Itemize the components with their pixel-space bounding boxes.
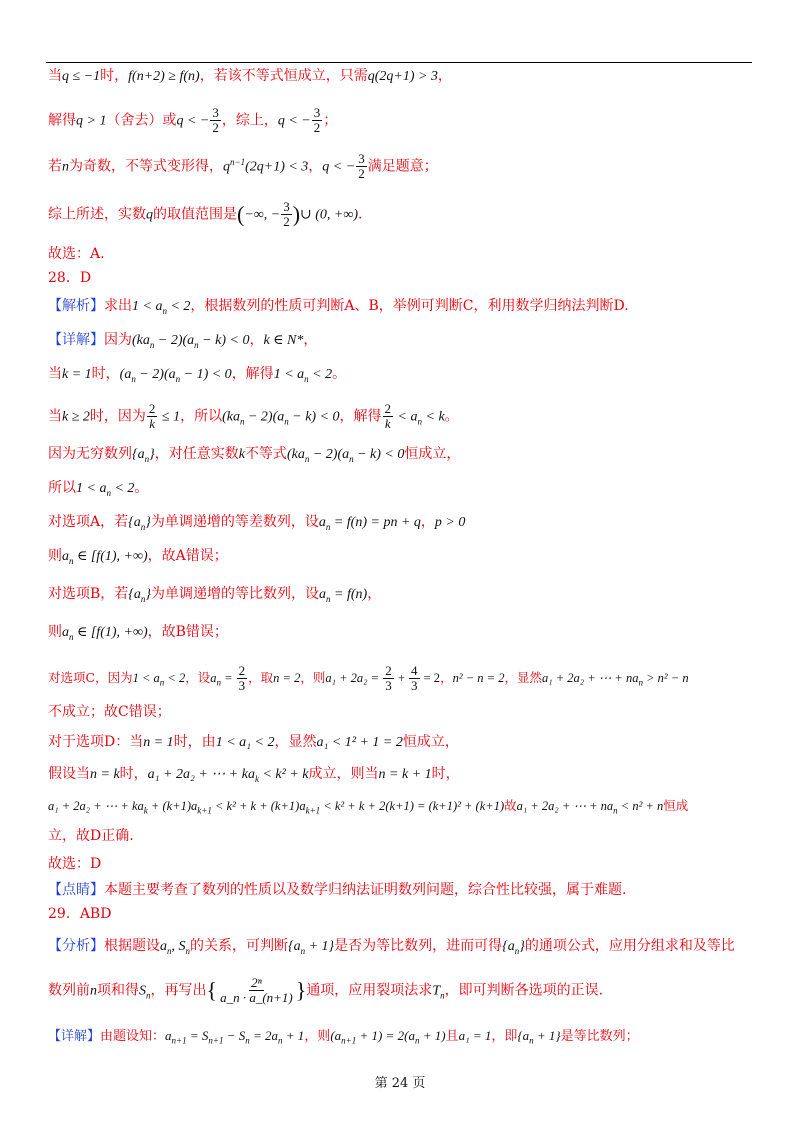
detail-line: 【详解】由题设知：$a_{n+1} = S_{n+1} - S_n = 2a_n + 1$，则$(a_{n+1} + 1) = 2(a_n + 1)$且a₁ = 1，即$\{a_n + 1\}$是等比数列；	[48, 1028, 639, 1046]
header-rule	[46, 62, 752, 63]
solution-line: 不成立；故C错误；	[48, 704, 171, 720]
solution-line: 故选：A.	[48, 246, 105, 262]
fraction: $\frac{2}{3}$	[385, 663, 392, 693]
analysis-tag: 【分析】	[48, 938, 104, 954]
solution-line: 若n为奇数，不等式变形得，$q^{n-1}(2q+1) < 3$，q < − $\frac{3}{2}$ 满足题意；	[48, 151, 438, 182]
page-number: 第 24 页	[374, 1076, 426, 1091]
solution-line: 当q ≤ −1时，f(n+2) ≥ f(n)，若该不等式恒成立，只需q(2q+1) > 3，	[48, 68, 452, 84]
solution-line: 解得q > 1（舍去）或q < − $\frac{3}{2}$ ，综上，q < − $\frac{3}{2}$ ；	[48, 105, 338, 135]
solution-line: 对选项A，若$\{a_n\}$为单调递增的等差数列，设$a_n = f(n)$ = pn + q，p > 0	[48, 514, 466, 532]
fraction: $\frac{2}{k}$	[148, 401, 156, 431]
solution-line: 当k = 1时，$(a_n - 2)(a_n - 1) < 0$，解得$1 < a_n < 2$。	[48, 366, 347, 384]
fraction: $\frac{3}{2}$	[283, 199, 290, 229]
comment-line: 【点睛】本题主要考查了数列的性质以及数学归纳法证明数列问题，综合性比较强，属于难题.	[48, 882, 627, 898]
solution-line: 当k ≥ 2时，因为 $\frac{2}{k}$ ≤ 1，所以$(ka_n - 2)(a_n - k) < 0$，解得 $\frac{2}{k}$ < $a_n < k$。	[48, 401, 459, 431]
solution-line: a₁ + 2a₂ + ⋯ + $ka_k + (k+1)a_{k+1} < k^2 + k + (k+1)a_{k+1} < k^2 + k + 2(k+1) = (k+1)^2 + (k+1)$故a₁ + 2a₂ + ⋯ + $na_n < n^2 + n$恒成	[48, 798, 689, 816]
detail-tag: 【详解】	[48, 1029, 101, 1044]
fraction: $\frac{3}{2}$	[358, 151, 365, 182]
solution-line: 故选：D	[48, 856, 102, 872]
detail-line: 【详解】因为$(ka_n - 2)(a_n - k) < 0$，k ∈ N*，	[48, 332, 318, 350]
fraction: $\frac{3}{2}$	[212, 105, 219, 135]
analysis-tag: 【解析】	[48, 298, 104, 314]
analysis-line: 【分析】根据题设$a_n$, $S_n$的关系，可判断$\{a_n + 1\}$是否为等比数列，进而可得$\{a_n\}$的通项公式，应用分组求和及等比	[48, 938, 735, 956]
answer-heading: 28．D	[48, 270, 92, 286]
fraction: $\frac{2}{k}$	[384, 401, 392, 431]
fraction: $\frac{4}{3}$	[411, 663, 418, 693]
fraction: $\frac{\text{2ⁿ}}{a\_n \cdot a\_(n+1)}$	[220, 975, 293, 1005]
analysis-line: 【解析】求出$1 < a_n < 2$，根据数列的性质可判断A、B，举例可判断C，利用数学归纳法判断D.	[48, 298, 629, 316]
detail-tag: 【详解】	[48, 332, 104, 348]
comment-tag: 【点睛】	[48, 882, 104, 898]
solution-line: 综上所述，实数q的取值范围是(−∞, − $\frac{3}{2}$ )∪ (0, +∞).	[48, 199, 363, 229]
analysis-line: 数列前n项和得$S_n$，再写出{ $\frac{\text{2ⁿ}}{a\_n \cdot a\_(n+1)}$ }通项，应用裂项法求$T_n$，即可判断各选项的正误.	[48, 975, 604, 1005]
solution-line: 假设当n = k时，a₁ + 2a₂ + ⋯ + $ka_k < k^2 + k$成立，则当n = k + 1时，	[48, 766, 460, 784]
solution-line: 对选项B，若$\{a_n\}$为单调递增的等比数列，设$a_n = f(n)$，	[48, 586, 382, 604]
solution-line: 因为无穷数列$\{a_n\}$，对任意实数k不等式$(ka_n - 2)(a_n - k) < 0$恒成立，	[48, 446, 461, 464]
fraction: $\frac{2}{3}$	[238, 663, 246, 693]
solution-line: 则$a_n$ ∈ [f(1), +∞)，故B错误；	[48, 624, 228, 642]
solution-line: 所以$1 < a_n < 2$。	[48, 480, 149, 498]
fraction: $\frac{3}{2}$	[313, 105, 321, 135]
solution-line: 则$a_n$ ∈ [f(1), +∞)，故A错误；	[48, 548, 228, 566]
answer-heading: 29．ABD	[48, 906, 112, 922]
solution-line: 对于选项D：当n = 1时，由1 < a₁ < 2，显然a₁ < 1² + 1 = 2恒成立，	[48, 734, 459, 750]
solution-line: 对选项C，因为$1 < a_n < 2$，设$a_n$ = $\frac{2}{3}$ ，取n = 2，则a₁ + 2a₂ = $\frac{2}{3}$ + $\frac{4}{3}$ = 2，n² − n = 2，显然a₁ + 2a₂ + ⋯ + $na_n > n^2 - n$	[48, 663, 689, 693]
solution-line: 立，故D正确.	[48, 828, 134, 844]
